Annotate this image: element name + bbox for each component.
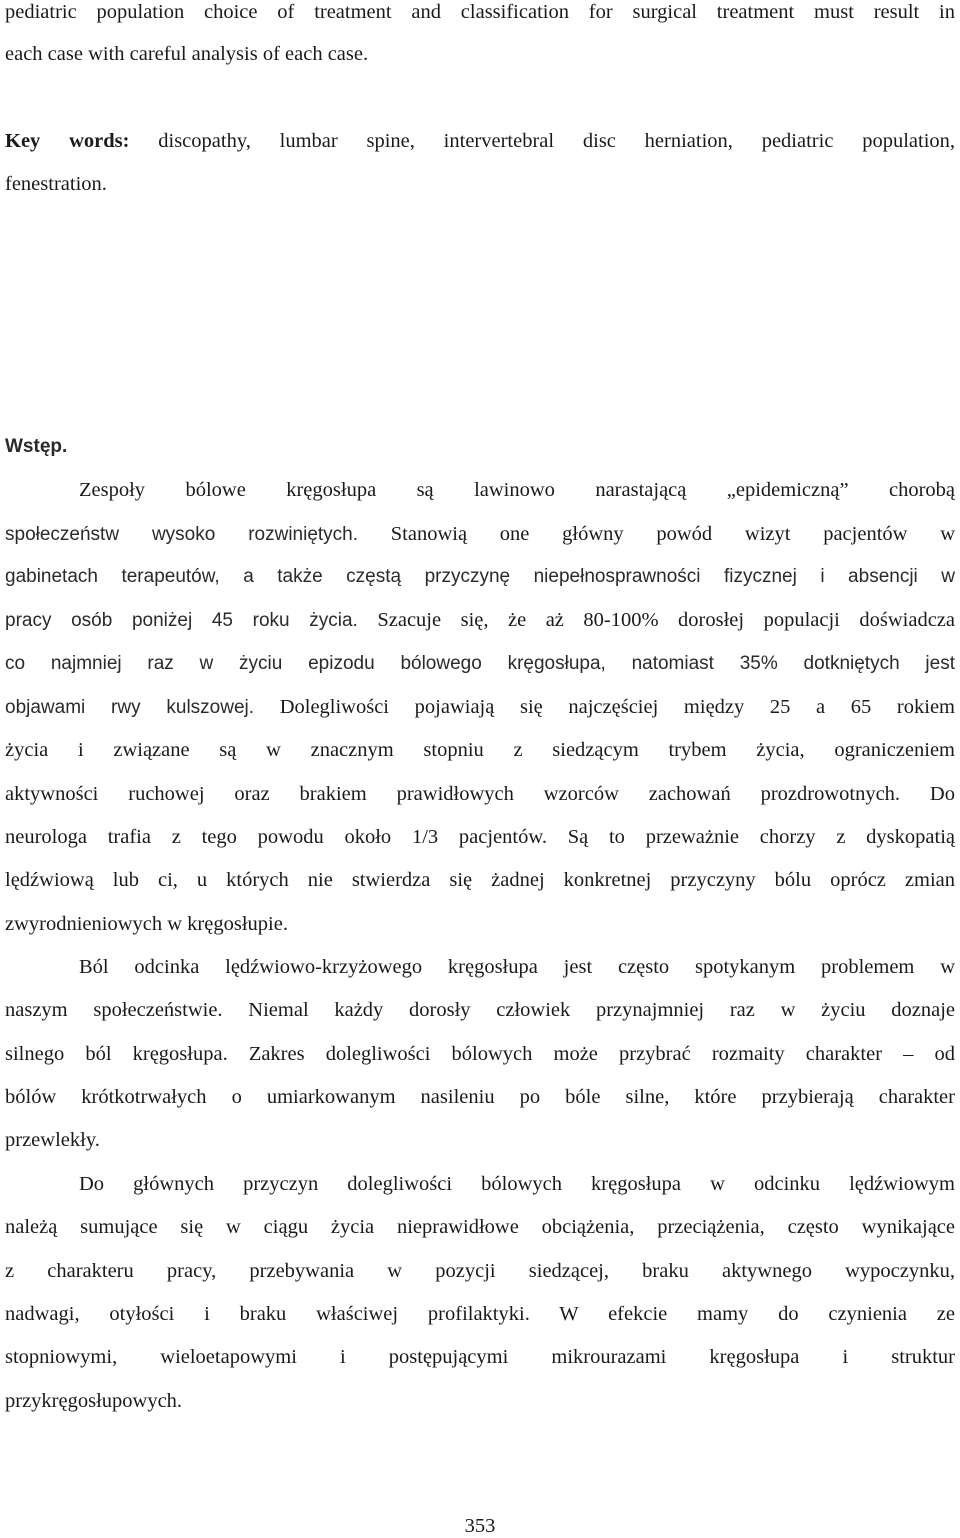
p1-line-9 [5,825,955,849]
p2-line-3 [5,1042,955,1066]
p3-line-1: Do głównych przyczyn dolegliwości bólowych kręgosłupa w odcinku lędźwiowym [79,1173,955,1195]
p1-line-4-serif: Szacuje się, że aż 80-100% dorosłej populacji doświadcza [377,609,956,631]
p1-line-6 [5,695,955,720]
p3-line-2: należą sumujące się w ciągu życia nieprawidłowe obciążenia, przeciążenia, często wynikające [5,1216,955,1238]
p1-line-4 [5,608,955,633]
p3-line-4: nadwagi, otyłości i braku właściwej profilaktyki. W efekcie mamy do czynienia ze [5,1303,955,1325]
page-number: 353 [464,1515,496,1537]
p1-line-4-sans: pracy osób poniżej 45 roku życia. [5,610,358,631]
p1-line-2-sans: społeczeństw wysoko rozwiniętych. [5,524,359,545]
p2-line-1: Ból odcinka lędźwiowo-krzyżowego kręgosłupa jest często spotykanym problemem w [79,956,955,978]
p1-line-10: lędźwiową lub ci, u których nie stwierdza się żadnej konkretnej przyczyny bólu oprócz zmian [5,869,955,891]
p1-line-9-b: Są to przeważnie chorzy z dyskopatią [567,826,955,848]
p1-line-6-sans: objawami rwy kulszowej. [5,697,255,718]
p2-line-4: bólów krótkotrwałych o umiarkowanym nasileniu po bóle silne, które przybierają charakter [5,1086,955,1108]
p2-line-2-a: naszym społeczeństwie. [5,999,223,1021]
abstract-line-2: each case with careful analysis of each case. [5,43,369,65]
p1-line-9-a: neurologa trafia z tego powodu około 1/3 pacjentów. [5,826,547,848]
abstract-line-1: pediatric population choice of treatment and classification for surgical treatment must result in [5,1,955,23]
p1-line-5: co najmniej raz w życiu epizodu bólowego kręgosłupa, natomiast 35% dotkniętych jest [5,653,955,674]
p1-line-8: aktywności ruchowej oraz brakiem prawidłowych wzorców zachowań prozdrowotnych. Do [5,783,955,805]
p2-line-2-b: Niemal każdy dorosły człowiek przynajmniej raz w życiu doznaje [248,999,955,1021]
p2-line-5: przewlekły. [5,1129,100,1151]
p3-line-3: z charakteru pracy, przebywania w pozycji siedzącej, braku aktywnego wypoczynku, [5,1260,955,1282]
p1-line-3: gabinetach terapeutów, a także częstą przyczynę niepełnosprawności fizycznej i absencji w [5,566,955,587]
p3-line-5: stopniowymi, wieloetapowymi i postępującymi mikrourazami kręgosłupa i struktur [5,1346,955,1368]
p1-line-7: życia i związane są w znacznym stopniu z siedzącym trybem życia, ograniczeniem [5,739,955,761]
keywords-line-2: fenestration. [5,173,107,195]
keywords-label: Key words: [5,130,130,152]
p1-line-6-serif: Dolegliwości pojawiają się najczęściej między 25 a 65 rokiem [279,696,955,718]
p3-line-6: przykręgosłupowych. [5,1390,183,1412]
p2-line-3-b: Zakres dolegliwości bólowych może przybrać rozmaity charakter – od [248,1043,955,1065]
p1-line-1: Zespoły bólowe kręgosłupa są lawinowo narastającą „epidemiczną” chorobą [79,479,955,501]
section-heading: Wstęp. [5,436,68,457]
p2-line-2 [5,998,955,1022]
keywords-text: discopathy, lumbar spine, intervertebral disc herniation, pediatric population, [158,130,956,152]
p1-line-11: zwyrodnieniowych w kręgosłupie. [5,913,288,935]
p1-line-2 [5,522,955,547]
p1-line-2-serif: Stanowią one główny powód wizyt pacjentów w [390,523,955,545]
keywords-line-1 [5,129,955,153]
p2-line-3-a: silnego ból kręgosłupa. [5,1043,228,1065]
